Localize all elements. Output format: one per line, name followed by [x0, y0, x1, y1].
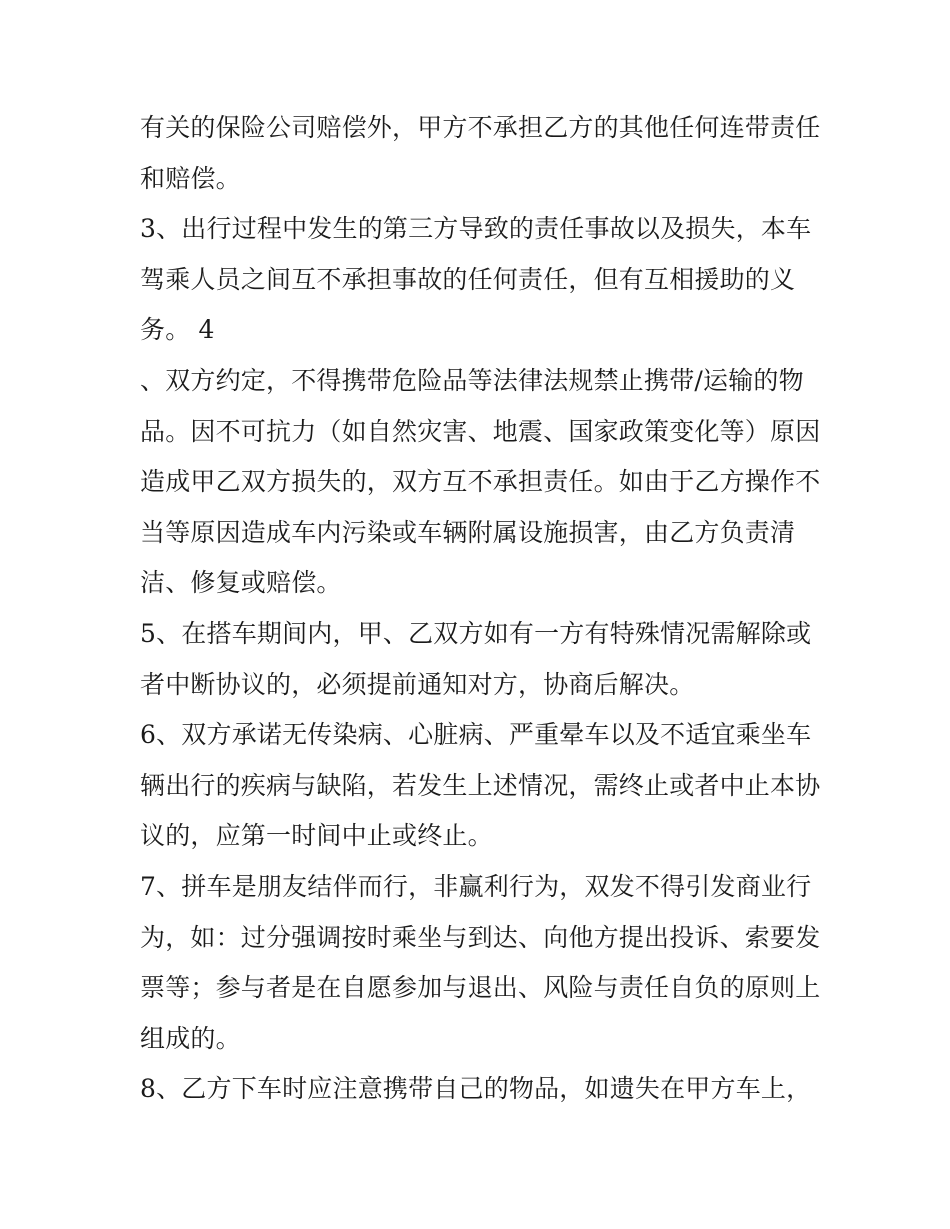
text-line: 8、乙方下车时应注意携带自己的物品，如遗失在甲方车上，: [140, 1074, 812, 1104]
text-line: 票等；参与者是在自愿参加与退出、风险与责任自负的原则上: [140, 973, 821, 1003]
text-line: 洁、修复或赔偿。: [140, 568, 342, 598]
text-line: 当等原因造成车内污染或车辆附属设施损害，由乙方负责清: [140, 517, 796, 547]
text-line: 有关的保险公司赔偿外，甲方不承担乙方的其他任何连带责任: [140, 113, 821, 142]
text-line: 议的，应第一时间中止或终止。: [140, 821, 493, 851]
text-line: 、双方约定，不得携带危险品等法律法规禁止携带/运输的物: [140, 365, 804, 395]
text-line: 6、双方承诺无传染病、心脏病、严重晕车以及不适宜乘坐车: [140, 720, 812, 750]
text-line: 造成甲乙双方损失的，双方互不承担责任。如由于乙方操作不: [140, 467, 821, 497]
body-text: [140, 103, 820, 1115]
text-line: 组成的。: [140, 1023, 241, 1053]
text-line: 3、出行过程中发生的第三方导致的责任事故以及损失，本车: [140, 214, 812, 244]
text-line: 务。 4: [140, 315, 215, 345]
text-line: 者中断协议的，必须提前通知对方，协商后解决。: [140, 669, 695, 699]
text-line: 辆出行的疾病与缺陷，若发生上述情况，需终止或者中止本协: [140, 770, 821, 800]
text-line: 品。因不可抗力（如自然灾害、地震、国家政策变化等）原因: [140, 416, 821, 446]
text-line: 和赔偿。: [140, 163, 241, 193]
text-line: 5、在搭车期间内，甲、乙双方如有一方有特殊情况需解除或: [140, 618, 812, 648]
text-line: 7、拼车是朋友结伴而行，非赢利行为，双发不得引发商业行: [140, 871, 812, 901]
text-line: 驾乘人员之间互不承担事故的任何责任，但有互相援助的义: [140, 264, 796, 294]
text-line: 为，如：过分强调按时乘坐与到达、向他方提出投诉、索要发: [140, 922, 821, 952]
